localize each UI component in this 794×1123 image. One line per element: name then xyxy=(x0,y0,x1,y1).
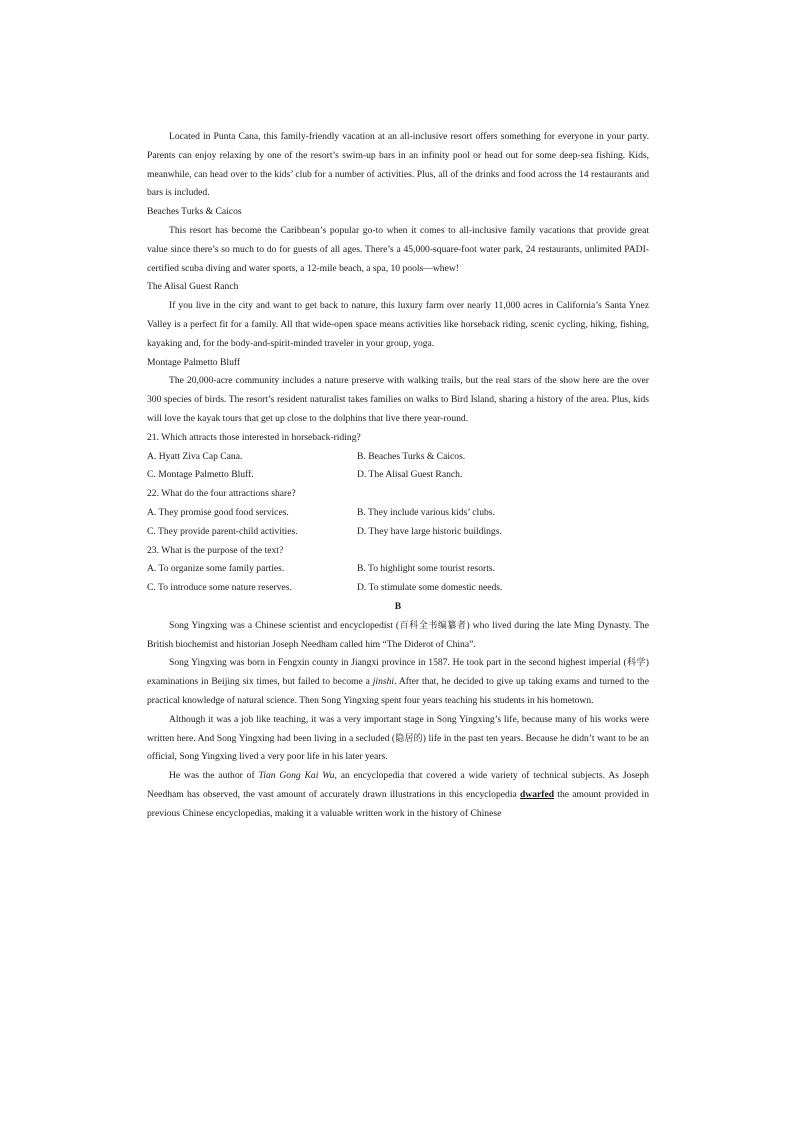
option-22-c: C. They provide parent-child activities. xyxy=(147,525,298,537)
section-text-montage: The 20,000-acre community includes a nature preserve with walking trails, but the real stars of the show here are the over 300 species of birds. The resort’s resident naturalist takes families on walks to Bird Island, sharing a history of the area. Plus, kids will love the kayak tours that get up close to the dolphins that live there year-round. xyxy=(147,375,649,424)
section-heading-beaches: Beaches Turks & Caicos xyxy=(147,206,242,218)
question-21-stem: 21. Which attracts those interested in horseback-riding? xyxy=(147,431,361,443)
passage-b-paragraph-3 xyxy=(147,711,649,767)
section-text-alisal: If you live in the city and want to get back to nature, this luxury farm over nearly 11,000 acres in California’s Santa Ynez Valley is a perfect fit for a family. All that wide-open space means activities like horseback riding, scenic cycling, hiking, fishing, kayaking and, for the body-and-spirit-minded traveler in your group, yoga. xyxy=(147,300,649,349)
question-22-options xyxy=(147,504,649,542)
option-23-a: A. To organize some family parties. xyxy=(147,563,285,575)
passage-b-p2-text-a: Song Yingxing was born in Fengxin county in Jiangxi province in 1587. He took part in the second highest imperial ( xyxy=(169,657,627,669)
question-23-stem: 23. What is the purpose of the text? xyxy=(147,544,284,556)
passage-b-p4-text-a: He was the author of xyxy=(169,770,259,782)
option-21-c: C. Montage Palmetto Bluff. xyxy=(147,469,254,481)
option-21-d: D. The Alisal Guest Ranch. xyxy=(357,469,463,481)
section-text-beaches: This resort has become the Caribbean’s popular go-to when it comes to all-inclusive family vacations that provide great value since there’s so much to do for guests of all ages. There’s a 45,000-square-foot water park, 24 restaurants, unlimited PADI-certified scuba diving and water sports, a 12-mile beach, a spa, 10 pools—whew! xyxy=(147,224,649,274)
passage-b-p4-text-c: the amount provided in previous Chinese encyclopedias, making it a valuable written work in the history of Chinese xyxy=(147,788,649,819)
option-21-a: A. Hyatt Ziva Cap Cana. xyxy=(147,450,243,462)
option-22-d: D. They have large historic buildings. xyxy=(357,525,502,537)
section-heading-alisal: The Alisal Guest Ranch xyxy=(147,281,239,293)
question-21-options xyxy=(147,448,649,486)
passage-b-letter: B xyxy=(394,600,402,612)
option-22-a: A. They promise good food services. xyxy=(147,506,289,518)
passage-b-p3-text-a: Although it was a job like teaching, it was a very important stage in Song Yingxing’s life, because many of his works were written here. And Song Yingxing had been living in a secluded ( xyxy=(147,713,649,744)
passage-b-p4-keyword: dwarfed xyxy=(519,788,555,800)
passage-b-p3-text-b: ) life in the past ten years. Because he didn’t want to be an official, Song Yingxing lived a very poor life in his later years. xyxy=(147,732,649,763)
passage-b-paragraph-4 xyxy=(147,767,649,823)
passage-b-p2-gloss: 科学 xyxy=(626,658,646,669)
passage-b-p2-text-b: ) examinations in Beijing six times, but failed to become a xyxy=(147,657,649,688)
passage-b-p3-gloss: 隐居的 xyxy=(395,733,423,744)
passage-b-paragraph-2 xyxy=(147,654,649,710)
passage-b-p4-text-b: , an encyclopedia that covered a wide variety of technical subjects. As Joseph Needham has observed, the vast amount of accurately drawn illustrations in this encyclopedia xyxy=(147,770,649,800)
passage-b-p1-text-b: ) who lived during the late Ming Dynasty. The British biochemist and historian Joseph Needham called him “The Diderot of China”. xyxy=(147,619,649,650)
option-22-b: B. They include various kids’ clubs. xyxy=(357,506,495,518)
passage-b-p4-book-title: Tian Gong Kai Wu xyxy=(258,770,335,782)
question-22-stem: 22. What do the four attractions share? xyxy=(147,488,296,500)
passage-b-p2-text-c: . After that, he decided to give up taking exams and turned to the practical knowledge of natural science. Then Song Yingxing spent four years teaching his students in his hometown. xyxy=(147,676,649,706)
passage-a-intro: Located in Punta Cana, this family-friendly vacation at an all-inclusive resort offers something for everyone in your party. Parents can enjoy relaxing by one of the resort’s swim-up bars in an infinity pool or head out for some deep-sea fishing. Kids, meanwhile, can head over to the kids’ club for a number of activities. Plus, all of the drinks and food across the 14 restaurants and bars is included. xyxy=(147,131,649,199)
passage-b-p1-gloss: 百科全书编纂者 xyxy=(399,620,467,631)
option-23-c: C. To introduce some nature reserves. xyxy=(147,582,292,594)
passage-b-p2-term: jinshi xyxy=(372,676,395,688)
exam-page xyxy=(147,128,649,823)
question-23-options xyxy=(147,560,649,598)
section-heading-montage: Montage Palmetto Bluff xyxy=(147,356,241,368)
passage-b-paragraph-1 xyxy=(147,617,649,655)
option-21-b: B. Beaches Turks & Caicos. xyxy=(357,450,466,462)
option-23-d: D. To stimulate some domestic needs. xyxy=(357,582,503,594)
option-23-b: B. To highlight some tourist resorts. xyxy=(357,563,495,575)
passage-b-p1-text-a: Song Yingxing was a Chinese scientist and encyclopedist ( xyxy=(169,619,400,631)
